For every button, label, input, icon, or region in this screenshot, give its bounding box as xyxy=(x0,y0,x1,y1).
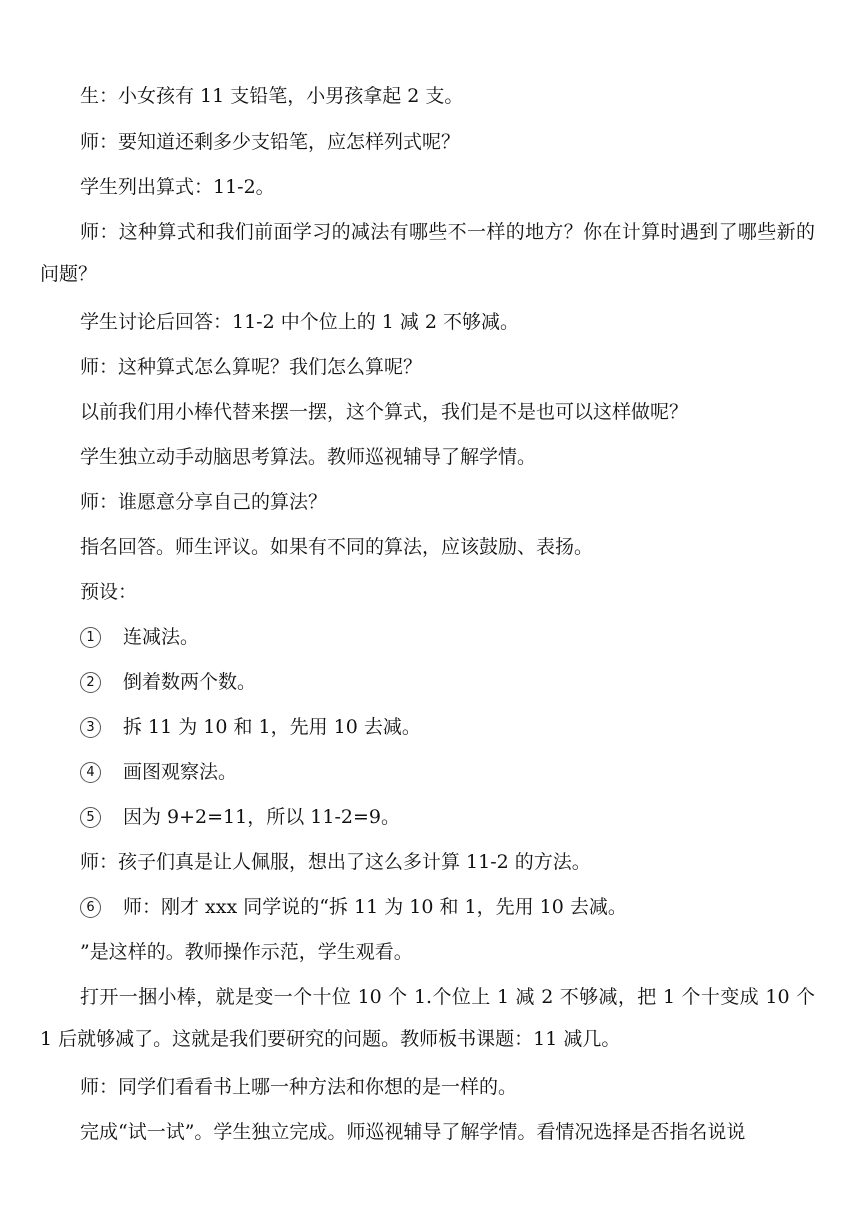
list-item-text: 连减法。 xyxy=(123,626,200,648)
list-item-text: 拆 11 为 10 和 1，先用 10 去减。 xyxy=(123,716,421,738)
paragraph-teacher-how: 师：这种算式怎么算呢？我们怎么算呢？ xyxy=(80,356,423,378)
paragraph-student-answer: 学生讨论后回答：11-2 中个位上的 1 减 2 不够减。 xyxy=(80,311,520,333)
list-item xyxy=(80,796,815,838)
circled-number: 3 xyxy=(80,717,101,738)
paragraph-share: 师：谁愿意分享自己的算法？ xyxy=(80,491,328,513)
paragraph-student-pencils: 生：小女孩有 11 支铅笔，小男孩拿起 2 支。 xyxy=(80,85,464,107)
circled-number: 1 xyxy=(80,627,101,648)
circled-number: 6 xyxy=(80,897,101,918)
list-item-text: 师：刚才 xxx 同学说的“拆 11 为 10 和 1，先用 10 去减。 xyxy=(123,896,627,918)
list-item-text: 倒着数两个数。 xyxy=(123,671,257,693)
paragraph-evaluate: 指名回答。师生评议。如果有不同的算法，应该鼓励、表扬。 xyxy=(80,536,594,558)
paragraph-teacher-difference: 师：这种算式和我们前面学习的减法有哪些不一样的地方？你在计算时遇到了哪些新的问题？ xyxy=(40,221,815,285)
list-item xyxy=(80,886,815,928)
list-item-text: 因为 9+2=11，所以 11-2=9。 xyxy=(123,806,400,828)
paragraph-preset: 预设： xyxy=(80,581,138,603)
paragraph-book: 师：同学们看看书上哪一种方法和你想的是一样的。 xyxy=(80,1076,518,1098)
paragraph-bundle: 打开一捆小棒，就是变一个十位 10 个 1.个位上 1 减 2 不够减，把 1 个十变成 10 个 1 后就够减了。这就是我们要研究的问题。教师板书课题：11 减几。 xyxy=(40,986,815,1050)
circled-number: 5 xyxy=(80,807,101,828)
circled-number: 4 xyxy=(80,762,101,783)
list-item xyxy=(80,706,815,748)
circled-number: 2 xyxy=(80,672,101,693)
paragraph-student-formula: 学生列出算式：11-2。 xyxy=(80,176,275,198)
list-item xyxy=(80,616,815,658)
paragraph-teacher-question: 师：要知道还剩多少支铅笔，应怎样列式呢？ xyxy=(80,131,461,153)
paragraph-try: 完成“试一试”。学生独立完成。师巡视辅导了解学情。看情况选择是否指名说说 xyxy=(80,1121,746,1143)
paragraph-sticks: 以前我们用小棒代替来摆一摆，这个算式，我们是不是也可以这样做呢？ xyxy=(80,401,689,423)
paragraph-independent-thinking: 学生独立动手动脑思考算法。教师巡视辅导了解学情。 xyxy=(80,446,537,468)
paragraph-admire: 师：孩子们真是让人佩服，想出了这么多计算 11-2 的方法。 xyxy=(80,851,591,873)
list-item xyxy=(80,751,815,793)
list-item-text: 画图观察法。 xyxy=(123,761,238,783)
paragraph-demo: ”是这样的。教师操作示范，学生观看。 xyxy=(80,941,413,963)
list-item xyxy=(80,661,815,703)
